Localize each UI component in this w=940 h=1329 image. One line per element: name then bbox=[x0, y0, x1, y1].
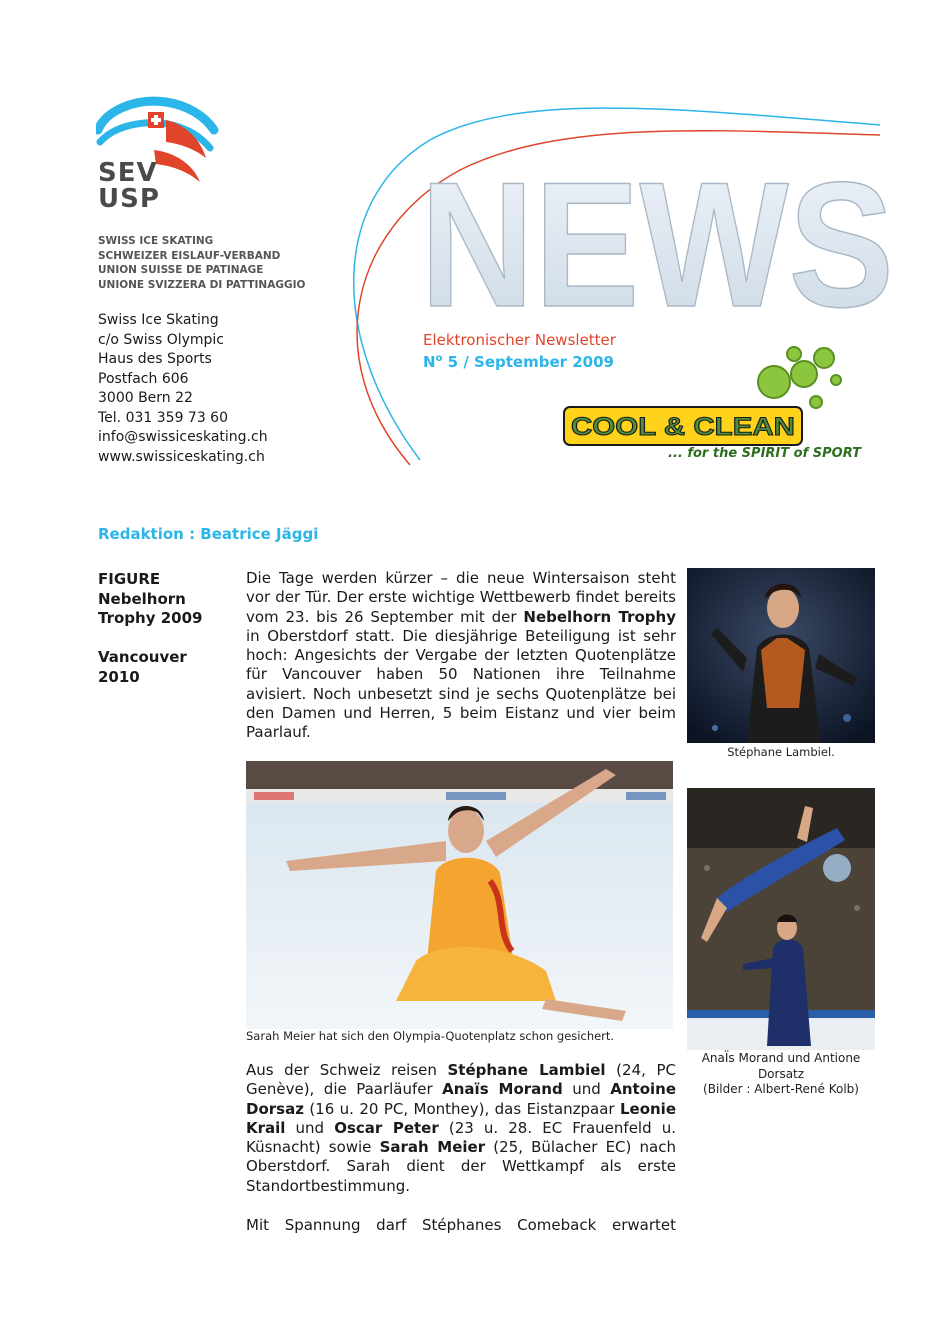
text-run: (16 u. 20 PC, Monthey), das Eistanzpaar bbox=[303, 1099, 620, 1118]
address-line: Haus des Sports bbox=[98, 351, 212, 367]
address-line: Tel. 031 359 73 60 bbox=[98, 409, 228, 426]
article-paragraph-1 bbox=[246, 569, 676, 743]
issue-rest: 5 / September 2009 bbox=[442, 353, 614, 371]
address-line: Postfach 606 bbox=[98, 370, 189, 387]
email-link[interactable]: info@swissiceskating.ch bbox=[98, 429, 268, 445]
bold-run: Sarah Meier bbox=[379, 1138, 486, 1157]
org-name-lines bbox=[98, 234, 305, 292]
bold-run: Antoine Dorsaz bbox=[246, 1080, 676, 1118]
heading-figure: FIGURE bbox=[98, 570, 161, 588]
bold-run: Stéphane Lambiel bbox=[447, 1061, 606, 1079]
heading-2010: 2010 bbox=[98, 667, 140, 686]
text-run: und bbox=[562, 1080, 611, 1099]
cool-clean-tagline: ... for the SPIRIT of SPORT bbox=[668, 446, 861, 461]
heading-trophy: Trophy 2009 bbox=[98, 609, 203, 627]
org-line: UNIONE SVIZZERA DI PATTINAGGIO bbox=[98, 278, 306, 291]
issue-sup: o bbox=[435, 353, 443, 364]
website-link[interactable]: www.swissiceskating.ch bbox=[98, 448, 265, 465]
caption-pair-line2: (Bilder : Albert-René Kolb) bbox=[703, 1082, 859, 1096]
heading-nebelhorn: Nebelhorn bbox=[98, 589, 186, 608]
bold-run: Anaïs Morand bbox=[442, 1080, 563, 1099]
section-headings bbox=[98, 570, 202, 687]
text-run: Die Tage werden kürzer – die neue Wintersaison steht vor der Tür. Der erste wichtige Wettbewerb findet bereits vom 23. bis 26 September mit der bbox=[246, 569, 676, 626]
text-run: Aus der Schweiz reisen bbox=[246, 1061, 448, 1079]
article-paragraph-3: Mit Spannung darf Stéphanes Comeback erwartet bbox=[246, 1216, 676, 1234]
org-line: SCHWEIZER EISLAUF-VERBAND bbox=[98, 249, 281, 262]
org-line: SWISS ICE SKATING bbox=[98, 235, 214, 247]
newsletter-label: Elektronischer Newsletter bbox=[423, 331, 616, 349]
photo-morand-dorsaz bbox=[687, 788, 875, 1050]
text-run: in Oberstdorf statt. Die diesjährige Beteiligung ist sehr hoch: Angesichts der Vergabe der letzten Quotenplätze für Vancouver haben 50 Nationen ihre Teilnahme avisiert. Noch unbesetzt sind je sechs Quotenplätze bei den Damen und Herren, 5 beim Eistanz und vier beim Paarlauf. bbox=[246, 626, 676, 742]
address-line: 3000 Bern 22 bbox=[98, 390, 193, 406]
heading-vancouver: Vancouver bbox=[98, 648, 187, 666]
caption-pair bbox=[687, 1051, 875, 1098]
caption-pair-line1: AnaÏs Morand und Antione Dorsatz bbox=[701, 1051, 861, 1081]
logo-text-sev: SEV bbox=[98, 158, 158, 188]
issue-label bbox=[423, 353, 614, 371]
text-run: und bbox=[285, 1118, 335, 1137]
article-paragraph-2 bbox=[246, 1061, 676, 1196]
news-title bbox=[418, 168, 898, 318]
text-run: (23 u. 28. EC Frauenfeld u. Küsnacht) sowie bbox=[246, 1118, 676, 1157]
news-title-text: NEWS bbox=[420, 168, 894, 318]
bold-run: Oscar Peter bbox=[334, 1118, 439, 1137]
photo-sarah-meier bbox=[246, 761, 673, 1029]
cool-clean-logo bbox=[563, 406, 803, 446]
logo-text-usp: USP bbox=[98, 184, 160, 214]
org-line: UNION SUISSE DE PATINAGE bbox=[98, 264, 264, 276]
issue-prefix: N bbox=[423, 353, 436, 371]
address-line: Swiss Ice Skating bbox=[98, 312, 219, 328]
bold-run: Nebelhorn Trophy bbox=[523, 607, 676, 626]
caption-lambiel: Stéphane Lambiel. bbox=[727, 745, 835, 759]
logo-wordmark bbox=[98, 160, 160, 212]
text-run: (24, PC Genève), die Paarläufer bbox=[246, 1061, 676, 1099]
caption-meier: Sarah Meier hat sich den Olympia-Quotenplatz schon gesichert. bbox=[246, 1029, 615, 1043]
editor-line: Redaktion : Beatrice Jäggi bbox=[98, 525, 319, 543]
cool-clean-text: COOL & CLEAN bbox=[571, 413, 795, 441]
address-line: c/o Swiss Olympic bbox=[98, 331, 224, 348]
text-run: (25, Bülacher EC) nach Oberstdorf. Sarah dient der Wettkampf als erste Standortbestimmung. bbox=[246, 1138, 676, 1195]
photo-stephane-lambiel bbox=[687, 568, 875, 743]
address-block bbox=[98, 311, 268, 467]
bold-run: Leonie Krail bbox=[246, 1099, 676, 1137]
